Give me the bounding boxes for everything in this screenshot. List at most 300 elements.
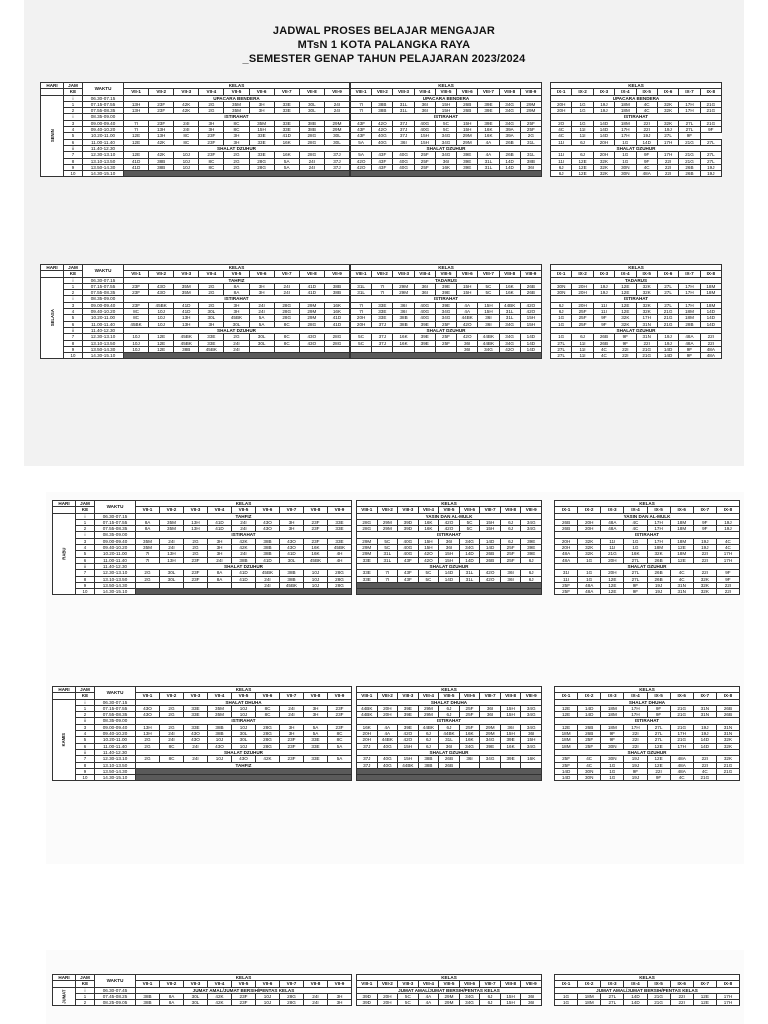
- subject-cell: 4H: [328, 557, 352, 563]
- class-name-cell: IX-1: [555, 693, 578, 699]
- subject-cell: 33E: [304, 737, 328, 743]
- waktu-cell: 13.50-14.30: [95, 582, 136, 588]
- subject-cell: 26B: [480, 557, 501, 563]
- subject-cell: 38B: [324, 290, 349, 296]
- subject-cell: 21G: [700, 108, 721, 114]
- subject-cell: 39E: [500, 756, 521, 762]
- subject-cell: 8C: [124, 309, 149, 315]
- waktu-cell: 11.00-11.40: [95, 557, 136, 563]
- subject-cell: 45BK: [304, 557, 328, 563]
- empty-block: [357, 775, 542, 781]
- subject-cell: 42O: [398, 737, 419, 743]
- day-name-cell: [53, 513, 76, 595]
- subject-cell: 10J: [208, 737, 232, 743]
- subject-cell: 3H: [249, 283, 274, 289]
- subject-cell: 19J: [593, 108, 614, 114]
- subject-cell: 12E: [615, 302, 636, 308]
- subject-cell: 42O: [457, 321, 478, 327]
- subject-cell: 30L: [184, 1000, 208, 1006]
- class-name-cell: VIII-6: [457, 89, 478, 95]
- activity-cell: JUMAT AMAL/JUMAT BERSIH/PENTAS KELAS: [357, 987, 542, 993]
- subject-cell: 40G: [393, 158, 414, 164]
- ke-header: KE: [76, 693, 95, 699]
- subject-cell: 30L: [160, 576, 184, 582]
- activity-cell: JUMAT AMAL/JUMAT BERSIH/PENTAS KELAS: [555, 987, 740, 993]
- subject-cell: 32K: [636, 290, 657, 296]
- subject-cell: 16K: [459, 731, 480, 737]
- class-name-cell: VII-7: [274, 89, 299, 95]
- subject-cell: 24I: [160, 731, 184, 737]
- schedule-row: [351, 302, 542, 308]
- subject-cell: 43O: [184, 731, 208, 737]
- subject-cell: 34G: [521, 705, 542, 711]
- subject-cell: 2G: [199, 101, 224, 107]
- subject-cell: 3H: [280, 526, 304, 532]
- activity-cell: SHALAT DHUHA: [136, 699, 352, 705]
- subject-cell: 17H: [636, 315, 657, 321]
- subject-cell: 41D: [274, 133, 299, 139]
- waktu-cell: 07.45-08.25: [95, 993, 136, 999]
- activity-cell: TAHFIZ: [124, 277, 350, 283]
- subject-cell: 31L: [520, 139, 541, 145]
- subject-cell: 39E: [435, 283, 456, 289]
- day-name: RABU: [61, 547, 67, 561]
- subject-cell: 21G: [657, 309, 678, 315]
- subject-cell: 28G: [299, 133, 324, 139]
- subject-cell: 42K: [208, 993, 232, 999]
- schedule-row: [555, 589, 740, 595]
- subject-cell: 5A: [304, 731, 328, 737]
- subject-cell: 7I: [377, 570, 398, 576]
- subject-cell: 29M: [457, 139, 478, 145]
- subject-cell: 37J: [357, 762, 378, 768]
- subject-cell: 48A: [601, 519, 624, 525]
- day-name: KAMIS: [61, 733, 67, 747]
- jam-cell: 2: [76, 712, 95, 718]
- subject-cell: 14D: [520, 334, 541, 340]
- subject-cell: 22I: [700, 340, 721, 346]
- subject-cell: 41D: [280, 551, 304, 557]
- subject-cell: 42O: [520, 302, 541, 308]
- subject-cell: 24I: [184, 756, 208, 762]
- subject-cell: 45BK: [149, 302, 174, 308]
- subject-cell: 6J: [551, 164, 572, 170]
- class-name-cell: VIII-4: [414, 271, 435, 277]
- subject-cell: 18M: [670, 519, 693, 525]
- subject-cell: 8C: [124, 315, 149, 321]
- activity-cell: SHALAT DZUHUR: [555, 749, 740, 755]
- subject-cell: 21G: [679, 152, 700, 158]
- subject-cell: 40G: [377, 743, 398, 749]
- subject-cell: 40G: [393, 152, 414, 158]
- subject-cell: 32K: [636, 302, 657, 308]
- subject-cell: 31N: [716, 731, 739, 737]
- subject-cell: 33E: [328, 526, 352, 532]
- subject-cell: 27L: [700, 158, 721, 164]
- subject-cell: 44BK: [398, 762, 419, 768]
- subject-cell: 33E: [274, 108, 299, 114]
- waktu-cell: 09.00-09.40: [83, 120, 124, 126]
- subject-cell: 28G: [328, 570, 352, 576]
- subject-cell: 8A: [208, 570, 232, 576]
- subject-cell: 20H: [357, 731, 378, 737]
- class-name-cell: VII-2: [160, 981, 184, 987]
- subject-cell: 10J: [232, 743, 256, 749]
- schedule-row: [351, 108, 542, 114]
- subject-cell: 13H: [136, 724, 160, 730]
- subject-cell: 38B: [136, 993, 160, 999]
- subject-cell: 7I: [377, 576, 398, 582]
- class-name-cell: VIII-7: [480, 507, 501, 513]
- subject-cell: 30L: [224, 321, 249, 327]
- subject-cell: 15H: [478, 302, 499, 308]
- subject-cell: 12E: [601, 582, 624, 588]
- subject-cell: 2G: [184, 545, 208, 551]
- subject-cell: 2G: [160, 724, 184, 730]
- subject-cell: 33E: [357, 576, 378, 582]
- subject-cell: 9F: [679, 346, 700, 352]
- subject-cell: 34G: [435, 315, 456, 321]
- class-name-cell: VII-3: [184, 693, 208, 699]
- subject-cell: 15H: [457, 120, 478, 126]
- subject-cell: 3H: [249, 101, 274, 107]
- subject-cell: 9F: [636, 152, 657, 158]
- subject-cell: 43F: [351, 120, 372, 126]
- subject-cell: 42O: [457, 334, 478, 340]
- subject-cell: 4C: [624, 526, 647, 532]
- subject-cell: 26B: [457, 101, 478, 107]
- subject-cell: 22I: [693, 762, 716, 768]
- subject-cell: 17H: [647, 526, 670, 532]
- subject-cell: 27L: [601, 1000, 624, 1006]
- jam-cell: 9: [64, 346, 83, 352]
- subject-cell: 18M: [700, 283, 721, 289]
- subject-cell: 4A: [478, 152, 499, 158]
- subject-cell: 4C: [578, 756, 601, 762]
- subject-cell: 23F: [124, 283, 149, 289]
- subject-cell: 38B: [393, 321, 414, 327]
- subject-cell: 22I: [624, 731, 647, 737]
- subject-cell: 34G: [521, 743, 542, 749]
- kelas-header: KELAS: [357, 501, 542, 507]
- subject-cell: 1G: [615, 158, 636, 164]
- subject-cell: 9F: [700, 127, 721, 133]
- subject-cell: 12E: [124, 152, 149, 158]
- class-name-cell: VII-2: [160, 693, 184, 699]
- subject-cell: 12E: [124, 139, 149, 145]
- waktu-cell: 11.40-12.30: [95, 749, 136, 755]
- subject-cell: 12E: [647, 762, 670, 768]
- class-name-cell: VIII-4: [418, 507, 439, 513]
- subject-cell: 48A: [670, 762, 693, 768]
- subject-cell: 18M: [679, 315, 700, 321]
- subject-cell: 20H: [572, 283, 593, 289]
- subject-cell: 38B: [418, 756, 439, 762]
- jam-cell: i: [64, 296, 83, 302]
- subject-cell: 24I: [224, 340, 249, 346]
- subject-cell: 4C: [578, 762, 601, 768]
- waktu-cell: 14.30-15.10: [95, 589, 136, 595]
- subject-cell: 33E: [304, 743, 328, 749]
- subject-cell: 34G: [459, 993, 480, 999]
- subject-cell: 31L: [439, 737, 460, 743]
- subject-cell: 10J: [304, 582, 328, 588]
- subject-cell: 34G: [459, 1000, 480, 1006]
- activity-cell: SHALAT DZUHUR: [357, 563, 542, 569]
- subject-cell: 31N: [670, 589, 693, 595]
- waktu-cell: 07.15-07.55: [83, 283, 124, 289]
- subject-cell: 9F: [601, 737, 624, 743]
- subject-cell: 36I: [480, 705, 501, 711]
- subject-cell: 15H: [500, 1000, 521, 1006]
- class-name-cell: VII-8: [304, 693, 328, 699]
- subject-cell: 19J: [693, 545, 716, 551]
- subject-cell: 15H: [480, 526, 501, 532]
- subject-cell: 36I: [414, 108, 435, 114]
- schedule-row: [357, 589, 542, 595]
- subject-cell: 42K: [232, 538, 256, 544]
- schedule-row: [357, 1000, 542, 1006]
- jam-cell: 10: [76, 775, 95, 781]
- subject-cell: 12E: [615, 283, 636, 289]
- subject-cell: 36I: [478, 315, 499, 321]
- subject-cell: 17H: [716, 993, 739, 999]
- subject-cell: 29M: [439, 993, 460, 999]
- subject-cell: 24I: [274, 283, 299, 289]
- subject-cell: 15H: [439, 551, 460, 557]
- kelas-header: KELAS: [551, 265, 722, 271]
- class-name-cell: IX-6: [657, 89, 678, 95]
- jam-cell: 2: [76, 526, 95, 532]
- subject-cell: 5C: [459, 519, 480, 525]
- subject-cell: 34G: [435, 139, 456, 145]
- class-name-cell: IX-3: [601, 981, 624, 987]
- subject-cell: 5C: [351, 340, 372, 346]
- subject-cell: 10J: [232, 724, 256, 730]
- subject-cell: 45BK: [256, 570, 280, 576]
- subject-cell: 41D: [174, 302, 199, 308]
- subject-cell: 19J: [636, 133, 657, 139]
- subject-cell: 1G: [572, 120, 593, 126]
- subject-cell: 41D: [124, 158, 149, 164]
- schedule-table-kamis-g8: [356, 686, 542, 781]
- subject-cell: 22I: [636, 340, 657, 346]
- class-header-row: [357, 693, 542, 699]
- subject-cell: 27L: [647, 731, 670, 737]
- jam-cell: 1: [64, 283, 83, 289]
- subject-cell: 26B: [499, 139, 520, 145]
- activity-cell: ISTIRAHAT: [551, 114, 722, 120]
- subject-cell: 24I: [299, 164, 324, 170]
- subject-cell: 25F: [500, 551, 521, 557]
- subject-cell: 42O: [351, 158, 372, 164]
- waktu-cell: 09.40-10.20: [95, 731, 136, 737]
- subject-cell: 12E: [670, 545, 693, 551]
- subject-cell: 40G: [372, 139, 393, 145]
- subject-cell: 31L: [478, 158, 499, 164]
- subject-cell: 26B: [679, 171, 700, 177]
- jam-cell: 2: [64, 108, 83, 114]
- subject-cell: 40G: [377, 756, 398, 762]
- jam-cell: i: [76, 532, 95, 538]
- subject-cell: 13H: [160, 551, 184, 557]
- subject-cell: 19J: [716, 519, 739, 525]
- subject-cell: 5A: [328, 743, 352, 749]
- subject-cell: 16K: [499, 290, 520, 296]
- subject-cell: 48A: [679, 340, 700, 346]
- jam-cell: i: [64, 95, 83, 101]
- subject-cell: 48A: [578, 582, 601, 588]
- kelas-header: KELAS: [351, 83, 542, 89]
- waktu-cell: 11.40-12.30: [83, 145, 124, 151]
- subject-cell: 3H: [328, 993, 352, 999]
- subject-cell: 3H: [304, 712, 328, 718]
- subject-cell: 39E: [478, 120, 499, 126]
- subject-cell: 42K: [232, 545, 256, 551]
- subject-cell: 18M: [555, 731, 578, 737]
- subject-cell: 5C: [435, 127, 456, 133]
- subject-cell: 44BK: [439, 731, 460, 737]
- class-name-cell: IX-2: [572, 89, 593, 95]
- subject-cell: 33E: [199, 334, 224, 340]
- schedule-row: [351, 334, 542, 340]
- class-name-cell: VII-4: [208, 981, 232, 987]
- subject-cell: 11I: [572, 340, 593, 346]
- subject-cell: 17H: [624, 705, 647, 711]
- subject-cell: 7I: [124, 127, 149, 133]
- subject-cell: 15H: [521, 737, 542, 743]
- subject-cell: 42K: [149, 139, 174, 145]
- subject-cell: 10J: [124, 340, 149, 346]
- subject-cell: 33E: [184, 712, 208, 718]
- jam-cell: 5: [76, 737, 95, 743]
- class-name-cell: VII-7: [274, 271, 299, 277]
- subject-cell: 32K: [657, 101, 678, 107]
- subject-cell: 23F: [124, 290, 149, 296]
- subject-cell: 14D: [520, 346, 541, 352]
- subject-cell: 22I: [615, 353, 636, 359]
- subject-cell: 11I: [572, 127, 593, 133]
- subject-cell: 26B: [555, 526, 578, 532]
- subject-cell: 32K: [716, 743, 739, 749]
- subject-cell: 44BK: [478, 334, 499, 340]
- subject-cell: 38B: [256, 538, 280, 544]
- class-name-cell: VIII-5: [435, 89, 456, 95]
- subject-cell: 6J: [500, 519, 521, 525]
- subject-cell: 10J: [232, 712, 256, 718]
- subject-cell: 8A: [224, 283, 249, 289]
- schedule-row: [357, 705, 542, 711]
- subject-cell: 2G: [136, 737, 160, 743]
- jam-cell: 9: [64, 164, 83, 170]
- schedule-row: [351, 133, 542, 139]
- waktu-cell: 06.30-07.15: [95, 699, 136, 705]
- schedule-row: [351, 120, 542, 126]
- subject-cell: 41D: [299, 290, 324, 296]
- class-name-cell: VII-5: [224, 89, 249, 95]
- subject-cell: 36I: [393, 302, 414, 308]
- subject-cell: 8A: [160, 993, 184, 999]
- jam-cell: 5: [76, 551, 95, 557]
- subject-cell: 30L: [232, 737, 256, 743]
- subject-cell: 2G: [199, 283, 224, 289]
- subject-cell: 37J: [324, 152, 349, 158]
- subject-cell: 45BK: [199, 346, 224, 352]
- empty-block: [136, 775, 352, 781]
- class-name-cell: VII-8: [299, 271, 324, 277]
- waktu-cell: 10.20-11.00: [95, 551, 136, 557]
- schedule-row: [357, 737, 542, 743]
- jam-cell: 1: [64, 101, 83, 107]
- subject-cell: 23F: [199, 152, 224, 158]
- class-name-cell: VIII-7: [478, 89, 499, 95]
- subject-cell: 34G: [480, 756, 501, 762]
- class-name-cell: VIII-8: [499, 271, 520, 277]
- subject-cell: 6J: [439, 724, 460, 730]
- ke-header: KE: [64, 89, 83, 95]
- subject-cell: 5A: [328, 756, 352, 762]
- subject-cell: 11I: [593, 309, 614, 315]
- subject-cell: 32K: [693, 582, 716, 588]
- subject-cell: 14D: [555, 768, 578, 774]
- subject-cell: 43O: [136, 705, 160, 711]
- subject-cell: 39E: [521, 551, 542, 557]
- subject-cell: 48A: [700, 346, 721, 352]
- jam-cell: 10: [76, 589, 95, 595]
- jam-cell: 9: [76, 768, 95, 774]
- subject-cell: 40G: [414, 315, 435, 321]
- empty-block: [351, 171, 542, 177]
- class-name-cell: VII-7: [280, 693, 304, 699]
- subject-cell: 17H: [670, 743, 693, 749]
- subject-cell: 14D: [636, 139, 657, 145]
- class-name-cell: VIII-9: [521, 693, 542, 699]
- waktu-cell: 10.20-11.00: [83, 133, 124, 139]
- subject-cell: 17H: [716, 1000, 739, 1006]
- activity-cell: TAHFIZ: [136, 513, 352, 519]
- activity-cell: SHALAT DHUHA: [357, 699, 542, 705]
- subject-cell: 35M: [160, 526, 184, 532]
- subject-cell: 27L: [700, 152, 721, 158]
- subject-cell: 7I: [124, 120, 149, 126]
- waktu-cell: 07.55-08.35: [95, 526, 136, 532]
- jam-cell: 3: [64, 302, 83, 308]
- subject-cell: 16K: [435, 164, 456, 170]
- activity-cell: ISTIRAHAT: [555, 718, 740, 724]
- subject-cell: 37J: [357, 743, 378, 749]
- subject-cell: 33E: [328, 519, 352, 525]
- class-name-cell: VIII-2: [377, 981, 398, 987]
- subject-cell: 17H: [615, 133, 636, 139]
- subject-cell: 16K: [393, 334, 414, 340]
- subject-cell: 8C: [199, 158, 224, 164]
- waktu-cell: 07.55-08.35: [83, 108, 124, 114]
- subject-cell: 3H: [280, 519, 304, 525]
- class-name-cell: VIII-4: [418, 981, 439, 987]
- subject-cell: 16K: [418, 526, 439, 532]
- subject-cell: 9F: [716, 570, 739, 576]
- waktu-cell: 11.40-12.30: [83, 327, 124, 333]
- subject-cell: 28G: [274, 309, 299, 315]
- activity-cell: ISTIRAHAT: [351, 114, 542, 120]
- subject-cell: 27L: [700, 139, 721, 145]
- jam-cell: 5: [64, 315, 83, 321]
- waktu-cell: 06.30-07.15: [83, 277, 124, 283]
- subject-cell: 29M: [520, 108, 541, 114]
- schedule-table-jumat-g8: [356, 974, 542, 1006]
- waktu-cell: 06.30-07.45: [95, 987, 136, 993]
- jam-cell: i: [76, 987, 95, 993]
